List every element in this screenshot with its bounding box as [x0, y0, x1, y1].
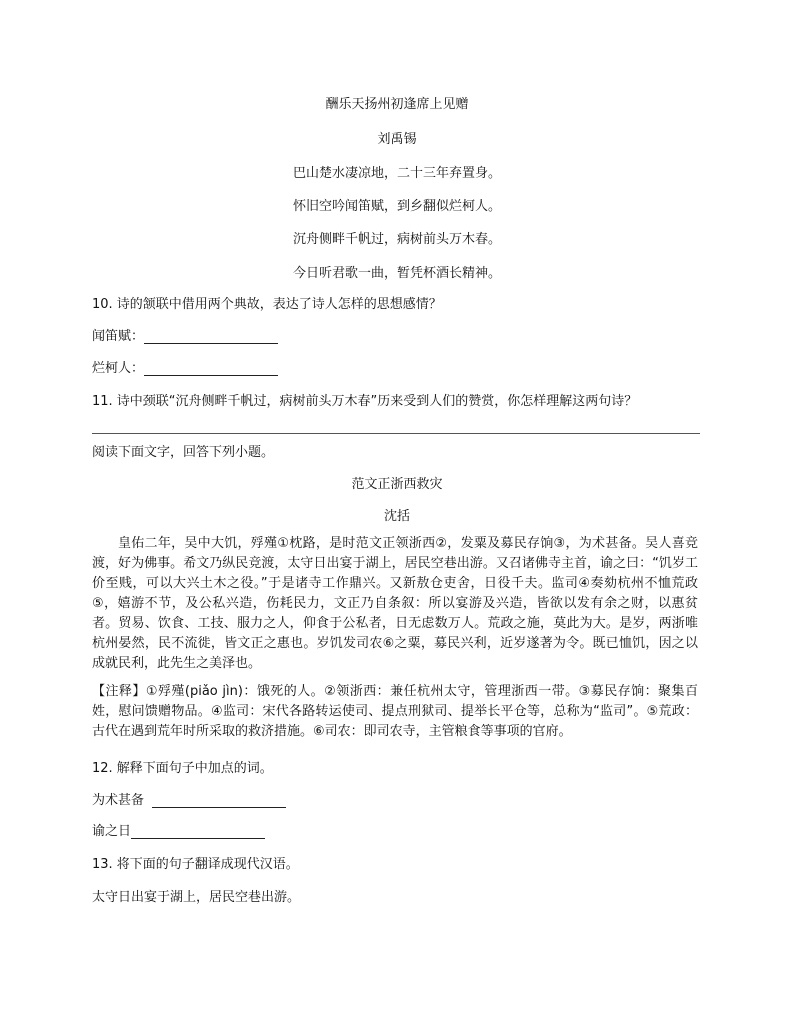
question-11: 11. 诗中颈联“沉舟侧畔千帆过，病树前头万木春”历来受到人们的赞赏，你怎样理解这两句诗？ [92, 394, 638, 409]
poem-title: 酬乐天扬州初逢席上见赠 [325, 97, 469, 112]
question-12-item-1-label: 为术甚备 [92, 793, 145, 808]
reading-instruction: 阅读下面文字，回答下列小题。 [92, 445, 275, 460]
reading-notes-text: 【注释】①殍殣(piǎo jìn)：饿死的人。②领浙西：兼任杭州太守，管理浙西一带。③募民存饷：聚集百姓，慰问馈赠物品。④监司：宋代各路转运使司、提点刑狱司、提举长平仓等，总称为“监司”。⑤荒政：古代在遇到荒年时所采取的救济措施。⑥司农：即司农寺，主管粮食等事项的官府。 [92, 684, 698, 739]
reading-passage [92, 534, 698, 674]
answer-blank[interactable] [152, 793, 286, 808]
question-10-item-2 [92, 357, 278, 376]
poem-line-4: 今日听君歌一曲，暂凭杯酒长精神。 [292, 266, 501, 281]
reading-notes [92, 682, 698, 742]
question-10-item-2-label: 烂柯人： [92, 361, 145, 376]
answer-blank[interactable] [144, 329, 278, 344]
question-12-item-2 [92, 820, 265, 839]
question-13: 13. 将下面的句子翻译成现代汉语。 [92, 857, 299, 872]
reading-body: 皇佑二年，吴中大饥，殍殣①枕路，是时范文正领浙西②，发粟及募民存饷③，为术甚备。吴人喜竞渡，好为佛事。希文乃纵民竞渡，太守日出宴于湖上，居民空巷出游。又召诸佛寺主首，谕之曰：“饥岁工价至贱，可以大兴土木之役。”于是诸寺工作鼎兴。又新敖仓吏舍，日役千夫。监司④奏劾杭州不恤荒政⑤，嬉游不节，及公私兴造，伤耗民力，文正乃自条叙：所以宴游及兴造，皆欲以发有余之财，以惠贫者。贸易、饮食、工技、服力之人，仰食于公私者，日无虑数万人。荒政之施，莫此为大。是岁，两浙唯杭州晏然，民不流徙，皆文正之惠也。岁饥发司农⑥之粟，募民兴利，近岁遂著为令。既已恤饥，因之以成就民利，此先生之美泽也。 [92, 536, 698, 671]
reading-author: 沈括 [383, 509, 410, 524]
question-12-item-1 [92, 789, 286, 808]
poem-line-3: 沉舟侧畔千帆过，病树前头万木春。 [292, 232, 501, 247]
question-12-item-2-label: 谕之日 [92, 824, 132, 839]
question-12: 12. 解释下面句子中加点的词。 [92, 761, 273, 776]
answer-blank[interactable] [131, 824, 265, 839]
question-13-sentence: 太守日出宴于湖上，居民空巷出游。 [92, 890, 301, 905]
question-10-item-1-label: 闻笛赋： [92, 329, 145, 344]
reading-title: 范文正浙西救灾 [351, 477, 443, 492]
poem-author: 刘禹锡 [377, 132, 417, 147]
answer-blank[interactable] [144, 361, 278, 376]
poem-line-1: 巴山楚水凄凉地，二十三年弃置身。 [292, 166, 501, 181]
question-10-item-1 [92, 325, 278, 344]
question-10: 10. 诗的颔联中借用两个典故，表达了诗人怎样的思想感情？ [92, 297, 442, 312]
poem-line-2: 怀旧空吟闻笛赋，到乡翻似烂柯人。 [292, 199, 501, 214]
section-divider [92, 433, 700, 434]
